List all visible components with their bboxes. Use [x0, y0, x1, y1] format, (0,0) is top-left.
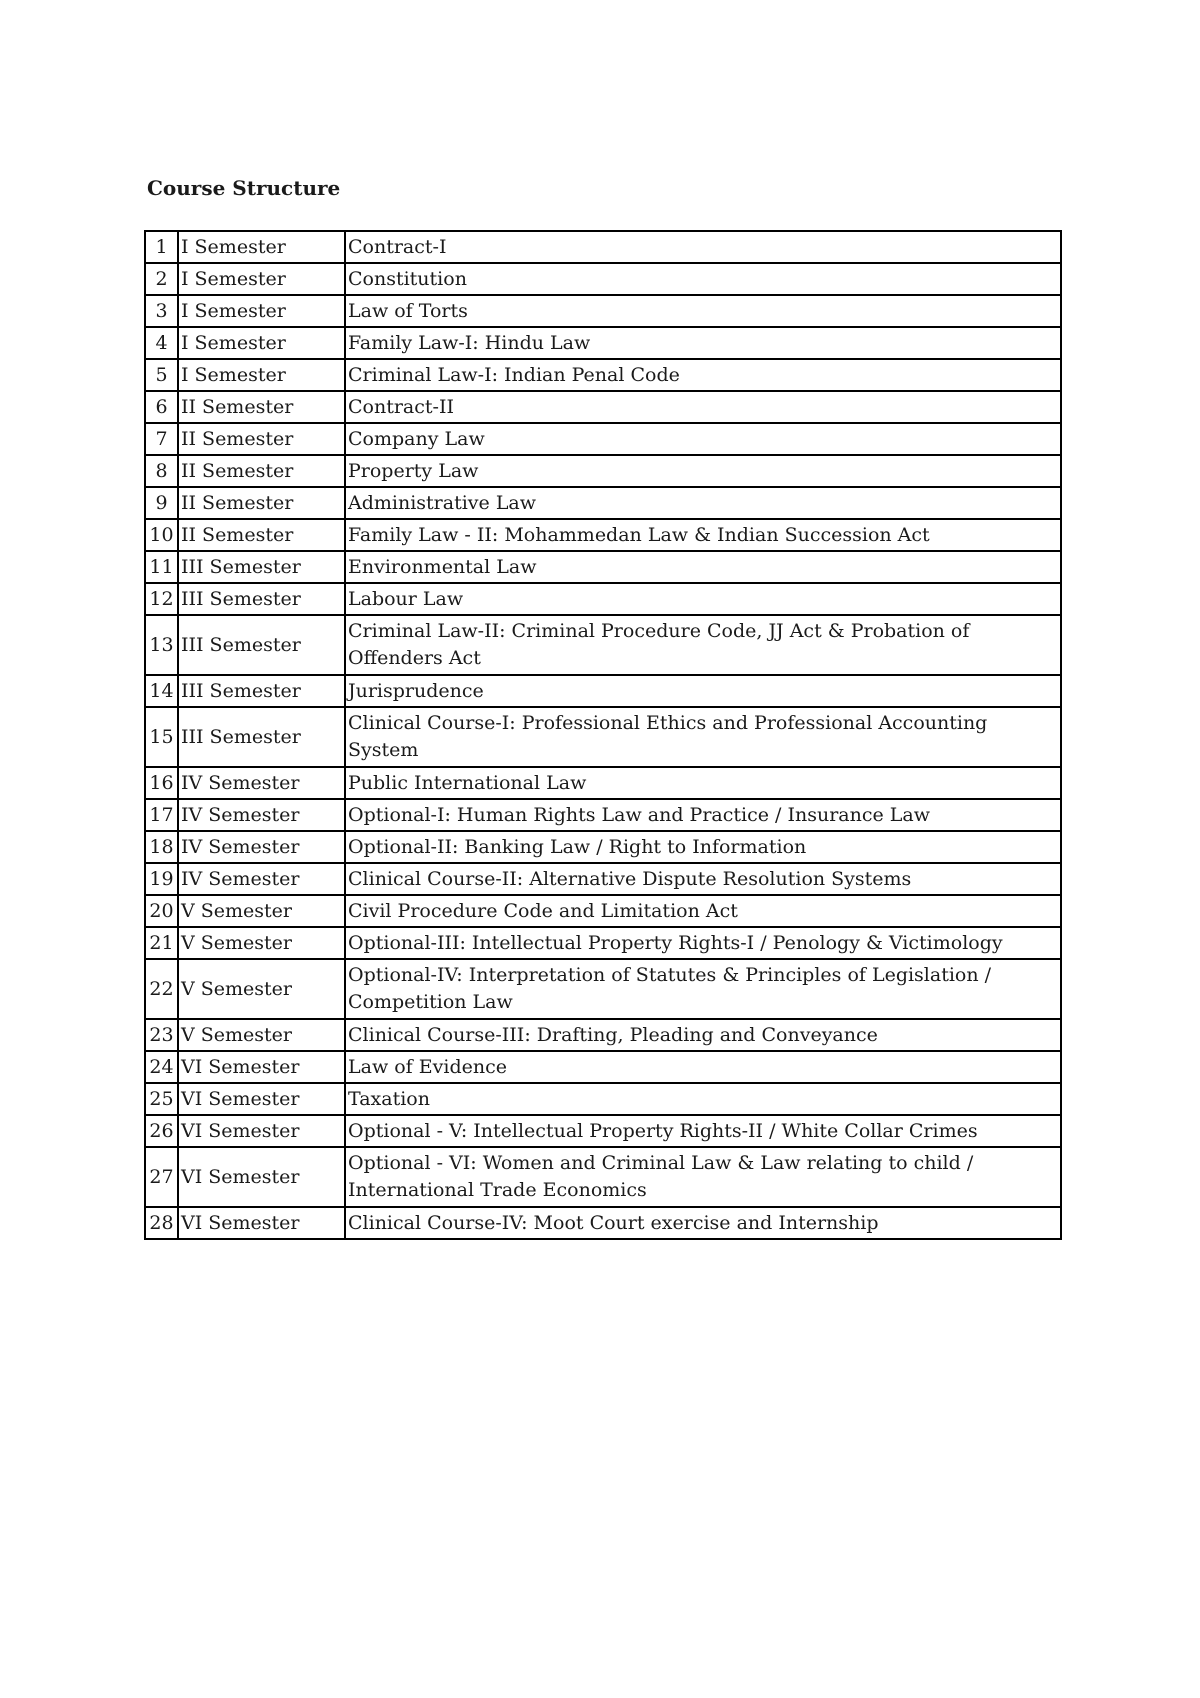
- table-row: [145, 1051, 1061, 1083]
- row-number-cell: 16: [145, 767, 178, 799]
- row-number-cell: 21: [145, 927, 178, 959]
- row-number-cell: 12: [145, 583, 178, 615]
- semester-cell: I Semester: [178, 231, 345, 263]
- table-row: [145, 1019, 1061, 1051]
- table-row: [145, 1083, 1061, 1115]
- subject-cell: Family Law - II: Mohammedan Law & Indian Succession Act: [345, 519, 1061, 551]
- semester-cell: V Semester: [178, 895, 345, 927]
- row-number-cell: 25: [145, 1083, 178, 1115]
- semester-cell: III Semester: [178, 675, 345, 707]
- subject-cell: Criminal Law-II: Criminal Procedure Code, JJ Act & Probation of Offenders Act: [345, 615, 1061, 675]
- subject-cell: Constitution: [345, 263, 1061, 295]
- semester-cell: VI Semester: [178, 1207, 345, 1239]
- table-row: [145, 263, 1061, 295]
- semester-cell: I Semester: [178, 359, 345, 391]
- row-number-cell: 22: [145, 959, 178, 1019]
- subject-cell: Optional-IV: Interpretation of Statutes & Principles of Legislation / Competition Law: [345, 959, 1061, 1019]
- table-row: [145, 391, 1061, 423]
- semester-cell: II Semester: [178, 519, 345, 551]
- row-number-cell: 13: [145, 615, 178, 675]
- subject-cell: Clinical Course-I: Professional Ethics and Professional Accounting System: [345, 707, 1061, 767]
- row-number-cell: 5: [145, 359, 178, 391]
- page-title: Course Structure: [147, 176, 341, 200]
- table-row: [145, 1207, 1061, 1239]
- subject-cell: Clinical Course-IV: Moot Court exercise and Internship: [345, 1207, 1061, 1239]
- course-rows: [145, 231, 1061, 1239]
- subject-cell: Criminal Law-I: Indian Penal Code: [345, 359, 1061, 391]
- subject-cell: Optional-II: Banking Law / Right to Information: [345, 831, 1061, 863]
- table-row: [145, 675, 1061, 707]
- row-number-cell: 17: [145, 799, 178, 831]
- row-number-cell: 18: [145, 831, 178, 863]
- row-number-cell: 27: [145, 1147, 178, 1207]
- table-row: [145, 231, 1061, 263]
- semester-cell: V Semester: [178, 927, 345, 959]
- subject-cell: Labour Law: [345, 583, 1061, 615]
- row-number-cell: 9: [145, 487, 178, 519]
- row-number-cell: 28: [145, 1207, 178, 1239]
- table-row: [145, 487, 1061, 519]
- subject-cell: Jurisprudence: [345, 675, 1061, 707]
- table-row: [145, 327, 1061, 359]
- subject-cell: Taxation: [345, 1083, 1061, 1115]
- semester-cell: VI Semester: [178, 1051, 345, 1083]
- row-number-cell: 7: [145, 423, 178, 455]
- row-number-cell: 11: [145, 551, 178, 583]
- semester-cell: IV Semester: [178, 863, 345, 895]
- table-row: [145, 927, 1061, 959]
- subject-cell: Property Law: [345, 455, 1061, 487]
- semester-cell: IV Semester: [178, 767, 345, 799]
- row-number-cell: 23: [145, 1019, 178, 1051]
- subject-cell: Optional - V: Intellectual Property Rights-II / White Collar Crimes: [345, 1115, 1061, 1147]
- table-row: [145, 1147, 1061, 1207]
- table-row: [145, 863, 1061, 895]
- table-row: [145, 519, 1061, 551]
- subject-cell: Company Law: [345, 423, 1061, 455]
- row-number-cell: 6: [145, 391, 178, 423]
- row-number-cell: 20: [145, 895, 178, 927]
- table-row: [145, 799, 1061, 831]
- semester-cell: II Semester: [178, 423, 345, 455]
- table-row: [145, 359, 1061, 391]
- row-number-cell: 26: [145, 1115, 178, 1147]
- table-row: [145, 959, 1061, 1019]
- semester-cell: III Semester: [178, 615, 345, 675]
- subject-cell: Clinical Course-III: Drafting, Pleading and Conveyance: [345, 1019, 1061, 1051]
- table-row: [145, 1115, 1061, 1147]
- table-row: [145, 583, 1061, 615]
- table-row: [145, 295, 1061, 327]
- subject-cell: Optional - VI: Women and Criminal Law & Law relating to child / International Trade Economics: [345, 1147, 1061, 1207]
- table-row: [145, 615, 1061, 675]
- subject-cell: Contract-I: [345, 231, 1061, 263]
- table-row: [145, 455, 1061, 487]
- row-number-cell: 15: [145, 707, 178, 767]
- row-number-cell: 4: [145, 327, 178, 359]
- semester-cell: V Semester: [178, 959, 345, 1019]
- table-row: [145, 707, 1061, 767]
- semester-cell: II Semester: [178, 455, 345, 487]
- semester-cell: V Semester: [178, 1019, 345, 1051]
- row-number-cell: 14: [145, 675, 178, 707]
- row-number-cell: 1: [145, 231, 178, 263]
- semester-cell: III Semester: [178, 707, 345, 767]
- table-row: [145, 895, 1061, 927]
- semester-cell: II Semester: [178, 391, 345, 423]
- subject-cell: Civil Procedure Code and Limitation Act: [345, 895, 1061, 927]
- table-row: [145, 551, 1061, 583]
- subject-cell: Public International Law: [345, 767, 1061, 799]
- subject-cell: Optional-III: Intellectual Property Rights-I / Penology & Victimology: [345, 927, 1061, 959]
- row-number-cell: 10: [145, 519, 178, 551]
- subject-cell: Contract-II: [345, 391, 1061, 423]
- row-number-cell: 3: [145, 295, 178, 327]
- table-row: [145, 831, 1061, 863]
- semester-cell: III Semester: [178, 583, 345, 615]
- semester-cell: II Semester: [178, 487, 345, 519]
- row-number-cell: 19: [145, 863, 178, 895]
- row-number-cell: 24: [145, 1051, 178, 1083]
- subject-cell: Environmental Law: [345, 551, 1061, 583]
- subject-cell: Law of Torts: [345, 295, 1061, 327]
- row-number-cell: 8: [145, 455, 178, 487]
- subject-cell: Family Law-I: Hindu Law: [345, 327, 1061, 359]
- subject-cell: Clinical Course-II: Alternative Dispute Resolution Systems: [345, 863, 1061, 895]
- table-row: [145, 767, 1061, 799]
- semester-cell: I Semester: [178, 295, 345, 327]
- semester-cell: I Semester: [178, 263, 345, 295]
- semester-cell: III Semester: [178, 551, 345, 583]
- semester-cell: VI Semester: [178, 1115, 345, 1147]
- semester-cell: VI Semester: [178, 1147, 345, 1207]
- course-structure-table: [144, 230, 1062, 1240]
- semester-cell: I Semester: [178, 327, 345, 359]
- row-number-cell: 2: [145, 263, 178, 295]
- semester-cell: IV Semester: [178, 831, 345, 863]
- semester-cell: VI Semester: [178, 1083, 345, 1115]
- subject-cell: Optional-I: Human Rights Law and Practice / Insurance Law: [345, 799, 1061, 831]
- subject-cell: Administrative Law: [345, 487, 1061, 519]
- table-row: [145, 423, 1061, 455]
- subject-cell: Law of Evidence: [345, 1051, 1061, 1083]
- semester-cell: IV Semester: [178, 799, 345, 831]
